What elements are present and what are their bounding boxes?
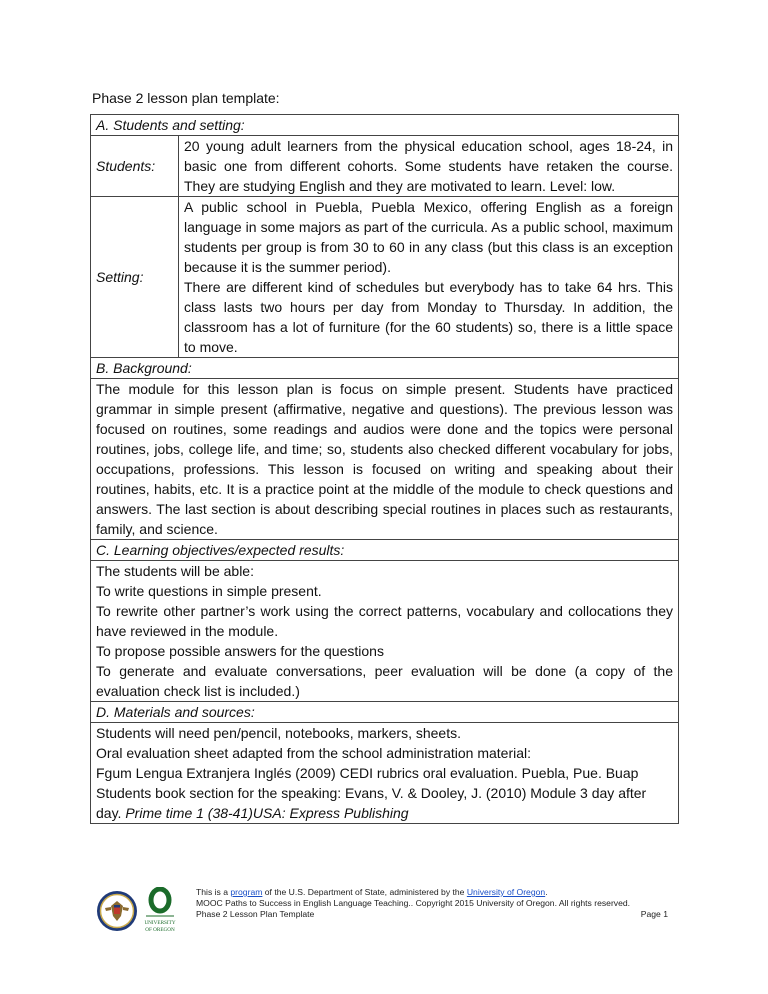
setting-cell [179, 197, 679, 358]
program-link[interactable]: program [230, 887, 263, 897]
footer-line-1 [196, 887, 668, 898]
setting-paragraph-1: A public school in Puebla, Puebla Mexico, offering English as a foreign language in some majors as part of the curricula. As a public school, maximum students per group is from 30 to 60 in any class (but this class is an exception because it is the summer period). [184, 199, 673, 275]
section-c-heading-row [91, 540, 679, 561]
objective-line: To generate and evaluate conversations, peer evaluation will be done (a copy of the evaluation check list is included.) [96, 663, 673, 699]
lesson-plan-table [90, 114, 679, 824]
background-text: The module for this lesson plan is focus on simple present. Students have practiced grammar in simple present (affirmative, negative and questions). The previous lesson was focused on routines, some readings and audios were done and the topics were personal routines, jobs, college life, and time; so, students also checked different vocabulary for jobs, occupations, professions. This lesson is focused on writing and speaking about their routines, habits, etc. It is a practice point at the middle of the module to check questions and answers. The last section is about describing special routines in places such as restaurants, family, and science. [91, 379, 679, 540]
university-of-oregon-link[interactable]: University of Oregon [466, 887, 546, 897]
section-d-heading: D. Materials and sources: [91, 702, 679, 723]
objective-line: To rewrite other partner’s work using the correct patterns, vocabulary and collocations they have reviewed in the module. [96, 603, 673, 639]
students-label: Students: [91, 136, 179, 197]
footer-post-text: . [545, 887, 548, 897]
materials-row [91, 723, 679, 824]
university-of-oregon-logo [142, 887, 178, 935]
background-row [91, 379, 679, 540]
section-d-heading-row [91, 702, 679, 723]
section-a-heading: A. Students and setting: [91, 115, 679, 136]
students-row [91, 136, 679, 197]
section-b-heading: B. Background: [91, 358, 679, 379]
materials-cell [91, 723, 679, 824]
footer-last-line [196, 909, 668, 920]
uo-o-logo-icon [142, 887, 178, 935]
uo-logo-letter: O [159, 904, 161, 905]
footer-mid-text: of the U.S. Department of State, administered by the [264, 887, 465, 897]
section-b-heading-row [91, 358, 679, 379]
page-title: Phase 2 lesson plan template: [92, 90, 280, 106]
state-department-seal-icon [96, 890, 138, 932]
uo-logo-caption-1: UNIVERSITY [144, 920, 176, 926]
setting-paragraph-2: There are different kind of schedules but everybody has to take 64 hrs. This class lasts two hours per day from Monday to Thursday. In addition, the classroom has a lot of furniture (for the 60 students) so, there is a little space to move. [184, 279, 673, 355]
section-c-heading: C. Learning objectives/expected results: [91, 540, 679, 561]
footer-page-number: Page 1 [640, 909, 668, 919]
materials-line [96, 783, 673, 823]
footer-pre-text: This is a [196, 887, 228, 897]
objectives-cell [91, 561, 679, 702]
uo-logo-caption-2: OF OREGON [145, 927, 175, 933]
page-footer [96, 885, 680, 945]
section-a-heading-row [91, 115, 679, 136]
materials-line4-plain: Students book section for the speaking: Evans, V. & Dooley, J. (2010) Module 3 day after day. [96, 785, 647, 821]
objective-line: The students will be able: [96, 563, 254, 579]
materials-line: Oral evaluation sheet adapted from the school administration material: [96, 745, 532, 761]
objective-line: To propose possible answers for the questions [96, 643, 384, 659]
setting-row [91, 197, 679, 358]
materials-line: Students will need pen/pencil, notebooks, markers, sheets. [96, 725, 461, 741]
objectives-row [91, 561, 679, 702]
footer-doc-name: Phase 2 Lesson Plan Template [196, 909, 315, 919]
footer-copyright: MOOC Paths to Success in English Language Teaching.. Copyright 2015 University of Oregon. All rights reserved. [196, 898, 631, 908]
materials-line4-italic: Prime time 1 (38-41)USA: Express Publishing [125, 805, 409, 821]
students-text: 20 young adult learners from the physical education school, ages 18-24, in basic one from different cohorts. Some students have retaken the course. They are studying English and they are motivated to learn. Level: low. [179, 136, 679, 197]
footer-text [196, 887, 668, 920]
setting-label: Setting: [91, 197, 179, 358]
materials-line: Fgum Lengua Extranjera Inglés (2009) CEDI rubrics oral evaluation. Puebla, Pue. Buap [96, 765, 639, 781]
objective-line: To write questions in simple present. [96, 583, 322, 599]
